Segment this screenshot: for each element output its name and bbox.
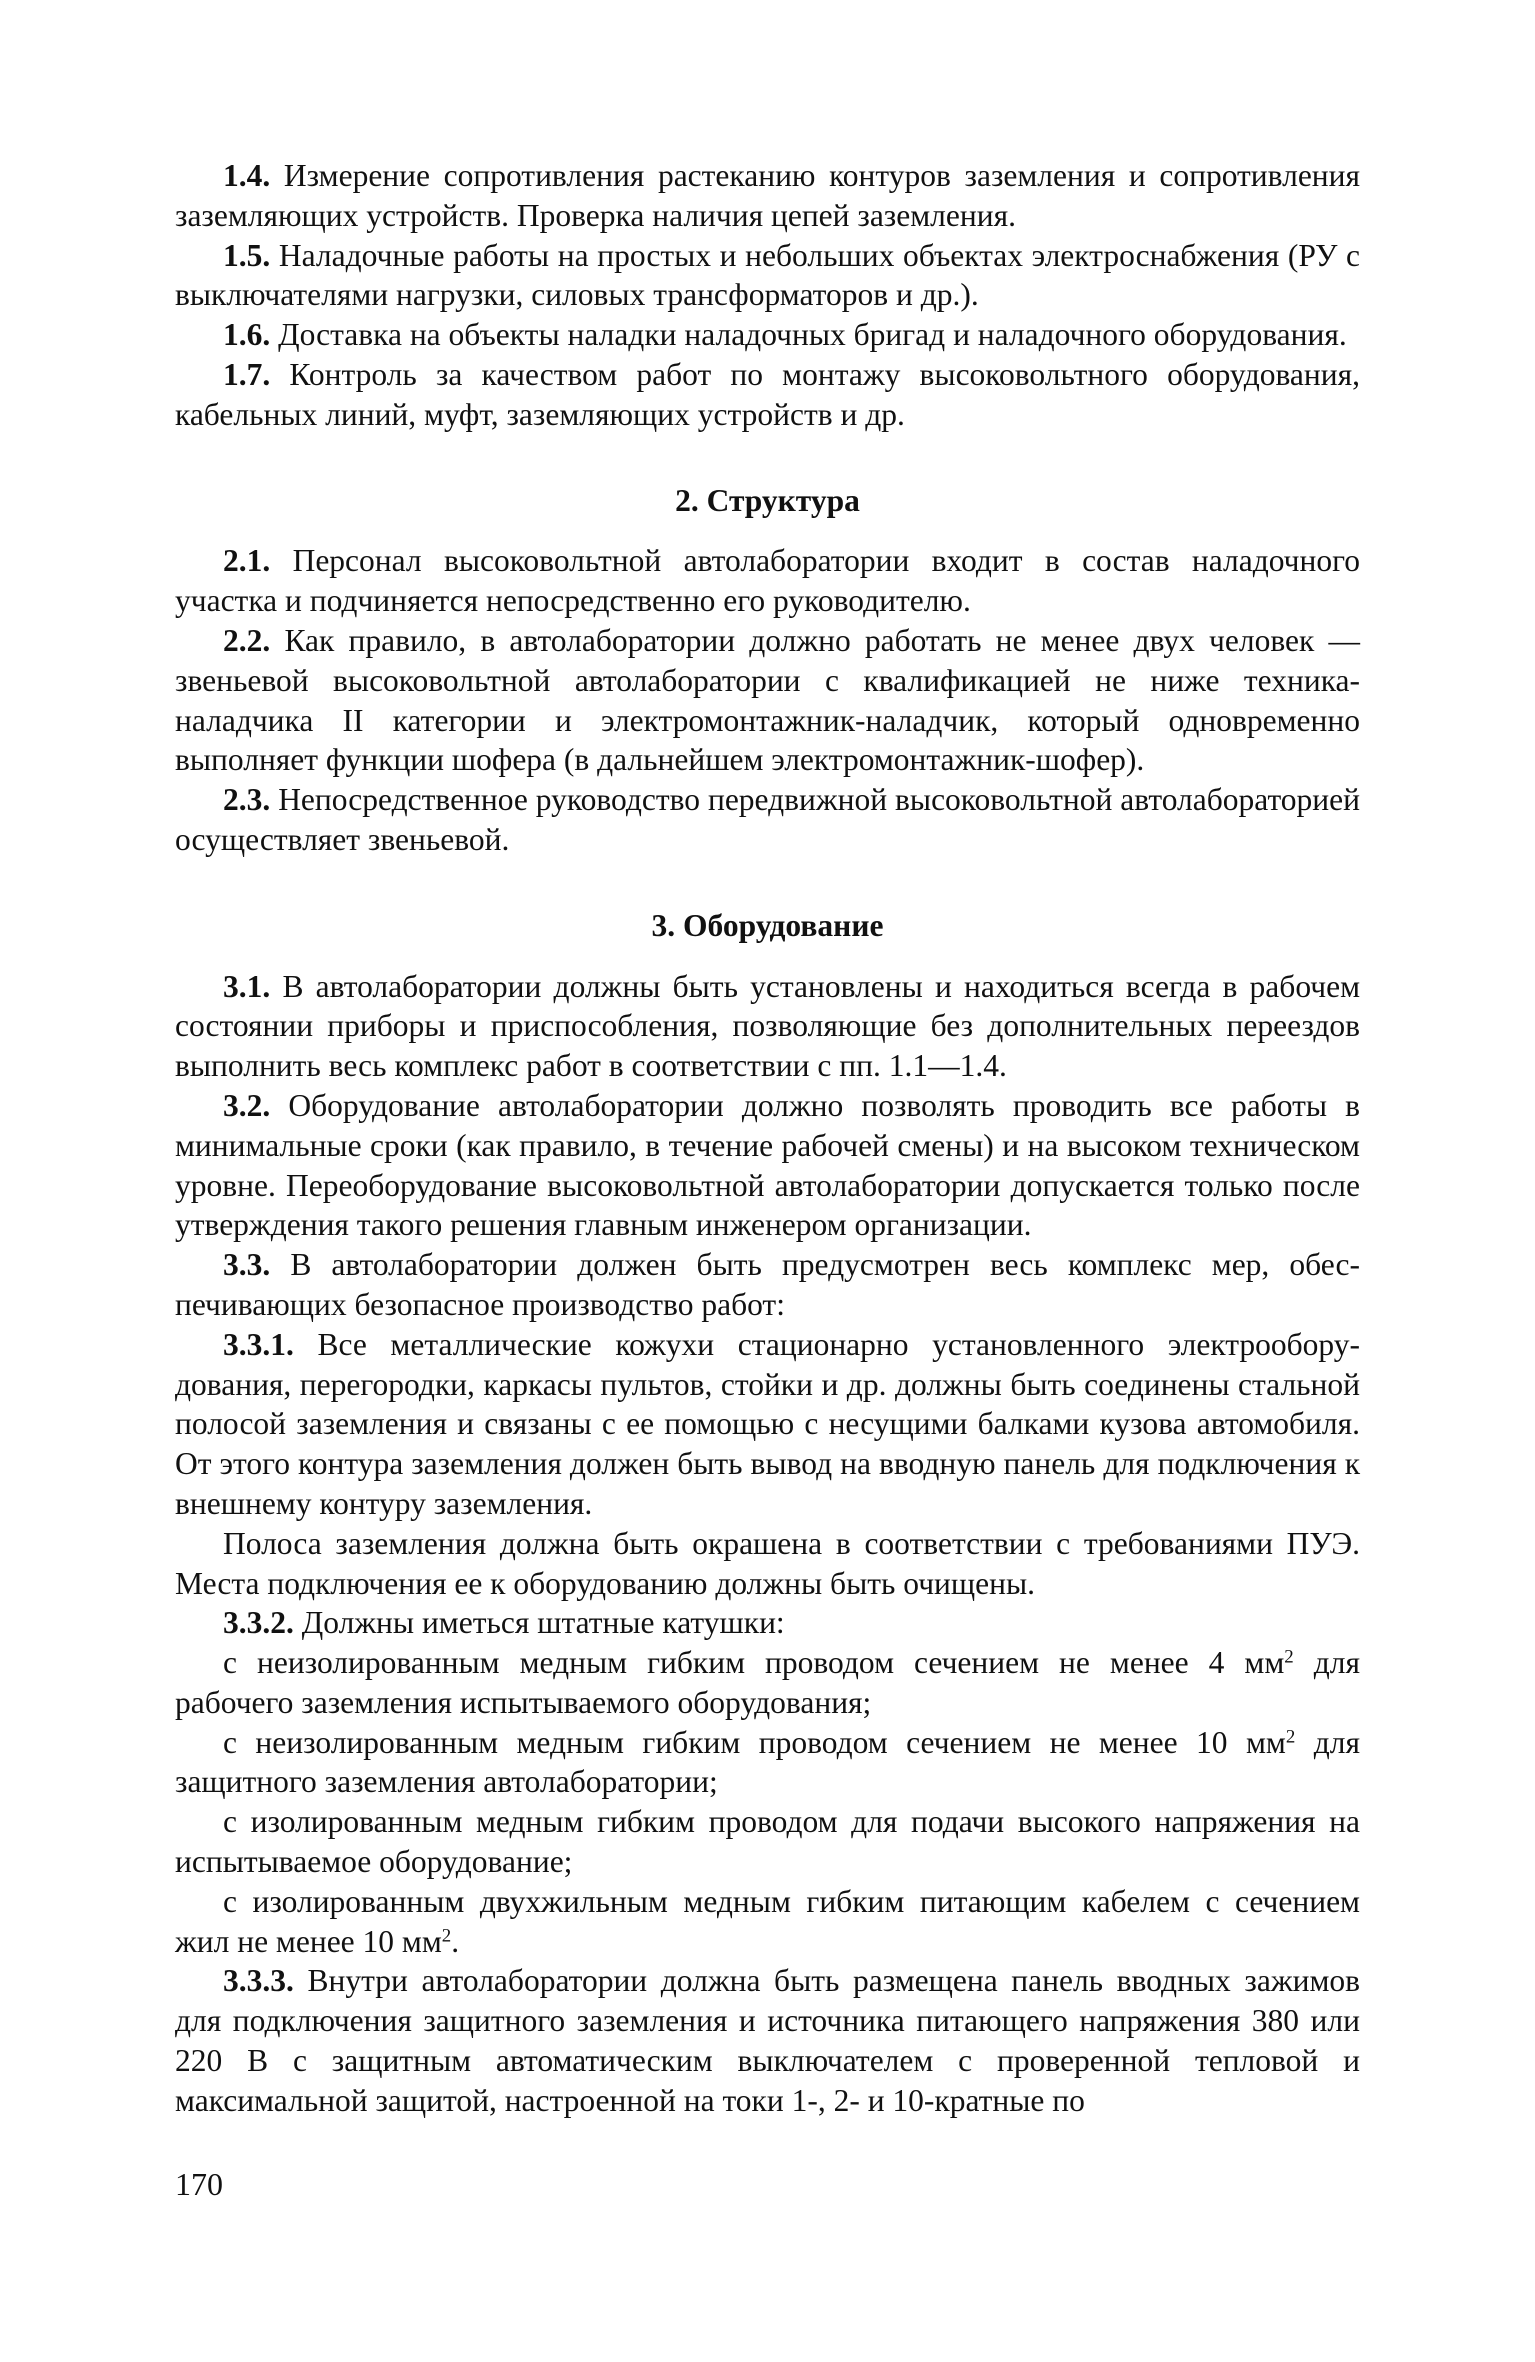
item-text: Должны иметься штатные катушки: bbox=[301, 1605, 785, 1641]
section-heading-equipment: 3. Оборудование bbox=[651, 907, 884, 943]
item-number: 3.2. bbox=[223, 1087, 271, 1123]
item-text: Внутри автолаборатории должна быть размещена панель вводных зажимов для подключения защитного заземления и источника питающего напряжения 380 или 220 В с защитным автоматическим выключателем с проверенной тепловой и максимальной защитой, настроенной на токи 1-, 2- и 10-кратные по bbox=[175, 1963, 1361, 2118]
section-heading-structure: 2. Структура bbox=[675, 482, 860, 518]
coil-text: с неизолированным медным гибким проводом сечением не менее 4 мм bbox=[223, 1645, 1285, 1681]
item-text: Персонал высоковольтной автолаборатории входит в состав наладочного участка и подчиняется непосредственно его руководителю. bbox=[175, 543, 1361, 619]
item-text: В автолаборатории должен быть предусмотрен весь комплекс мер, обеспечивающих безопасное производство работ: bbox=[175, 1247, 1360, 1322]
paragraph-2-3 bbox=[175, 780, 1360, 860]
document-body bbox=[175, 156, 1360, 2121]
item-text: Непосредственное руководство передвижной высоковольтной автолабораторией осуществляет звеньевой. bbox=[175, 782, 1360, 857]
superscript: 2 bbox=[1284, 1646, 1294, 1668]
paragraph-2-2 bbox=[175, 621, 1360, 780]
superscript: 2 bbox=[441, 1925, 452, 1947]
paragraph-3-2 bbox=[175, 1086, 1360, 1245]
item-text: Измерение сопротивления растеканию контуров заземления и сопротивления заземляющих устройств. Проверка наличия цепей заземления. bbox=[175, 158, 1361, 233]
coil-text: с неизолированным медным гибким проводом сечением не менее 10 мм bbox=[223, 1724, 1286, 1760]
item-number: 3.3.2. bbox=[223, 1605, 294, 1641]
coil-tail: для защитного заземления автолаборатории; bbox=[175, 1724, 1360, 1800]
item-number: 3.1. bbox=[223, 968, 271, 1004]
item-text: Оборудование автолаборатории должно позволять проводить все работы в минимальные сроки (как правило, в течение рабочей смены) и на высоком техническом уровне. Переоборудование высоковольтной автолаборатории допускается только после утверждения такого решения главным инженером организации. bbox=[175, 1087, 1360, 1243]
paragraph-3-3-2 bbox=[175, 1603, 1360, 1643]
coil-item-1 bbox=[175, 1643, 1360, 1723]
paragraph-3-3 bbox=[175, 1245, 1360, 1325]
paragraph-1-4 bbox=[175, 156, 1360, 236]
item-number: 1.7. bbox=[223, 356, 271, 392]
item-text: Все металлические кожухи стационарно установленного электрооборудования, перегородки, каркасы пультов, стойки и др. должны быть соединены стальной полосой заземления и связаны с ее помощью с несущими балками кузова автомобиля. От этого контура заземления должен быть вывод на вводную панель для подключения к внешнему контуру заземления. bbox=[175, 1326, 1360, 1521]
item-number: 3.3. bbox=[223, 1247, 271, 1283]
item-text: В автолаборатории должны быть установлены и находиться всегда в рабочем состоянии приборы и приспособления, позволяющие без дополнительных переездов выполнить весь комплекс работ в соответствии с пп. 1.1—1.4. bbox=[175, 968, 1361, 1084]
item-number: 1.4. bbox=[223, 158, 271, 193]
item-number: 3.3.1. bbox=[223, 1326, 294, 1362]
paragraph-1-7 bbox=[175, 355, 1360, 435]
item-text: Как правило, в автолаборатории должно работать не менее двух человек — звеньевой высоковольтной автолаборатории с квалификацией не ниже техника-наладчика II категории и электромонтажник-наладчик, который одновременно выполняет функции шофера (в дальнейшем электромонтажник-шофер). bbox=[175, 622, 1361, 778]
item-number: 2.3. bbox=[223, 782, 271, 818]
item-text: Доставка на объекты наладки наладочных бригад и наладочного оборудования. bbox=[278, 317, 1347, 353]
paragraph-3-1 bbox=[175, 967, 1360, 1086]
paragraph-1-6 bbox=[175, 315, 1360, 355]
item-number: 2.2. bbox=[223, 622, 271, 658]
item-number: 2.1. bbox=[223, 543, 271, 579]
coil-item-3: с изолированным медным гибким проводом для подачи высокого напряжения на испытываемое оборудование; bbox=[175, 1804, 1360, 1880]
coil-tail: для рабочего заземления испытываемого оборудования; bbox=[175, 1645, 1360, 1720]
paragraph-3-3-3 bbox=[175, 1961, 1360, 2120]
item-number: 1.5. bbox=[223, 237, 271, 273]
paragraph-1-5 bbox=[175, 236, 1360, 316]
paragraph-2-1 bbox=[175, 541, 1360, 621]
item-text: Контроль за качеством работ по монтажу высоковольтного оборудования, кабельных линий, муфт, заземляющих устройств и др. bbox=[175, 356, 1360, 432]
paragraph-grounding-strip: Полоса заземления должна быть окрашена в соответствии с требованиями ПУЭ. Места подключения ее к оборудованию должны быть очищены. bbox=[175, 1525, 1360, 1601]
item-number: 3.3.3. bbox=[223, 1963, 294, 1999]
coil-item-4 bbox=[175, 1882, 1360, 1962]
paragraph-3-3-1 bbox=[175, 1325, 1360, 1524]
superscript: 2 bbox=[1285, 1726, 1296, 1748]
coil-text: с изолированным двухжильным медным гибким питающим кабелем с сечением жил не менее 10 мм bbox=[175, 1883, 1360, 1959]
coil-item-2 bbox=[175, 1723, 1360, 1803]
item-text: Наладочные работы на простых и небольших объектах электроснабжения (РУ с выключателями нагрузки, силовых трансформаторов и др.). bbox=[175, 237, 1361, 313]
item-number: 1.6. bbox=[223, 317, 271, 353]
coil-tail: . bbox=[451, 1923, 460, 1959]
page-number: 170 bbox=[175, 2166, 223, 2202]
